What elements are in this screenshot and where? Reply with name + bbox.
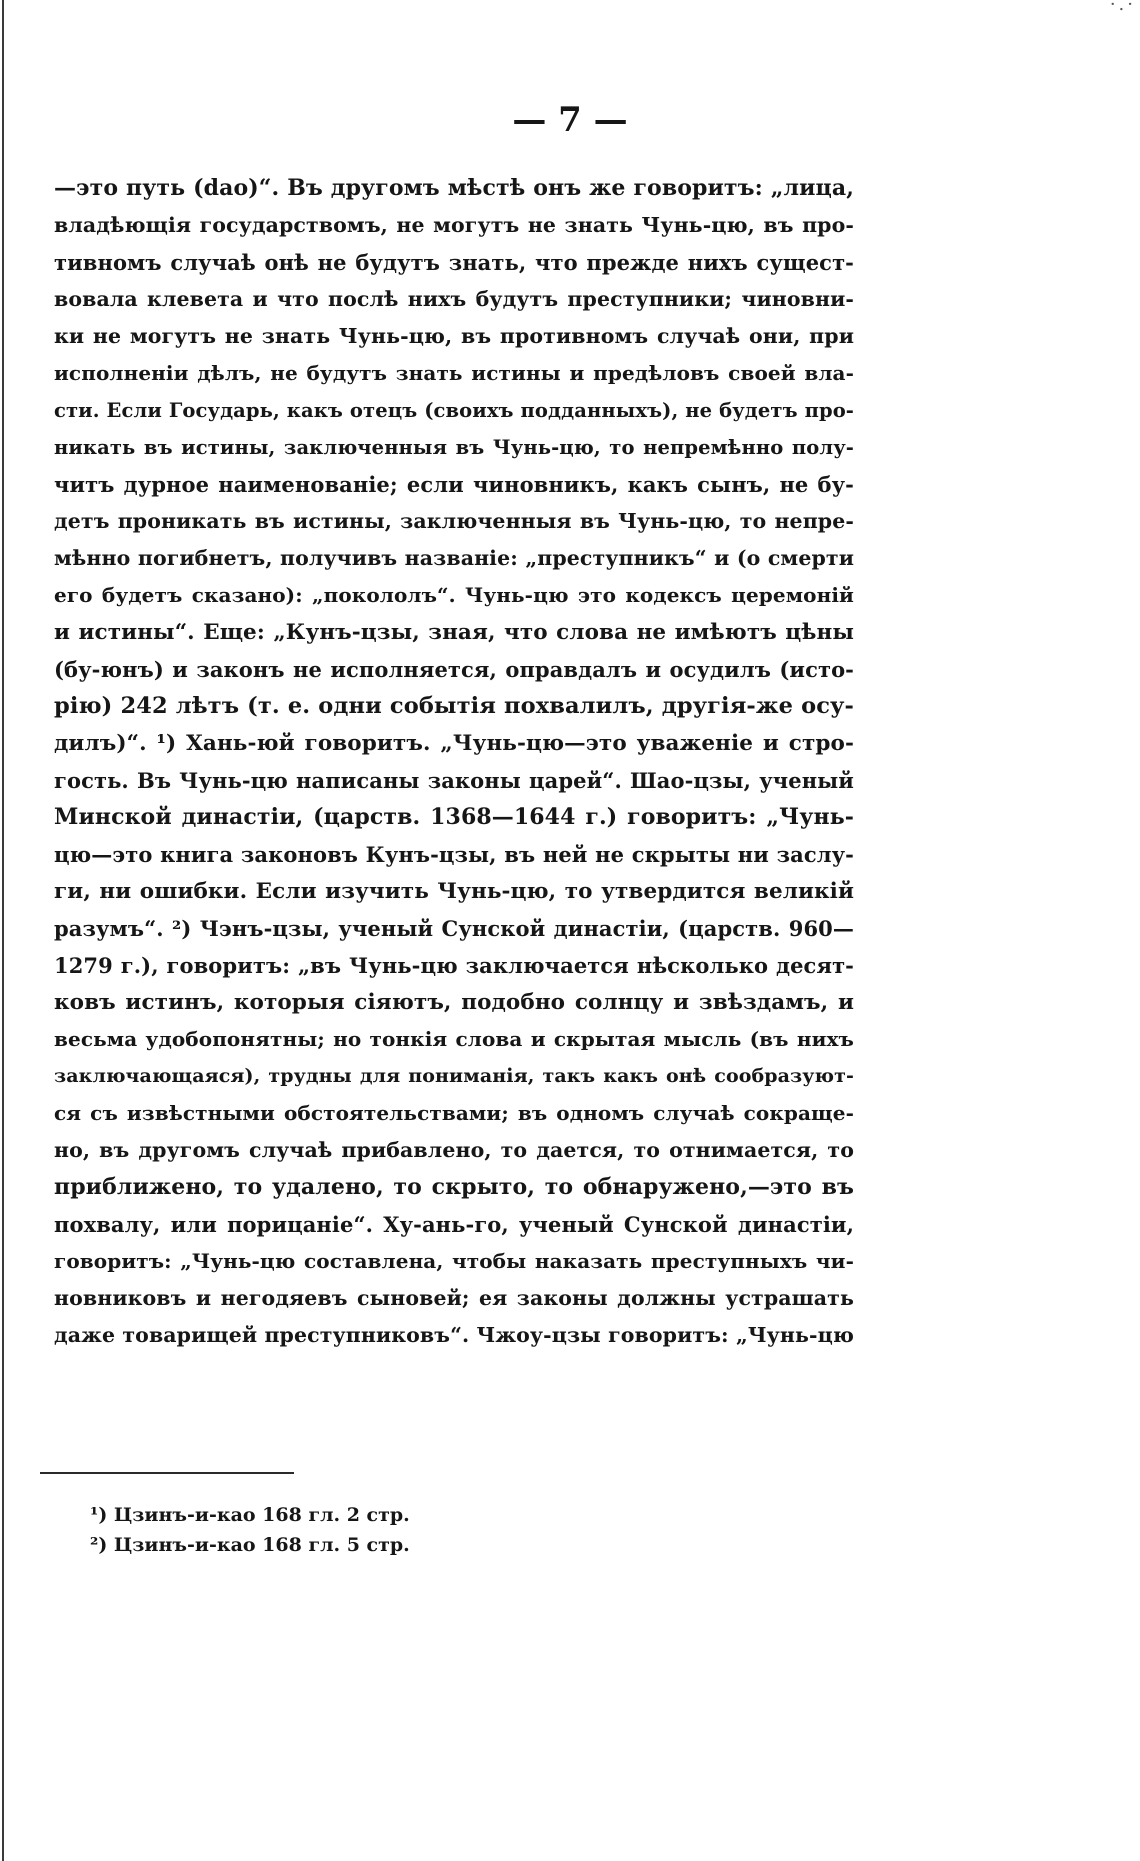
footnote-1: ¹) Цзинъ-и-као 168 гл. 2 стр. [90, 1504, 410, 1526]
text-line: исполненіи дѣлъ, не будутъ знать истины и предѣловъ своей вла- [54, 361, 854, 385]
text-line: заключающаяся), трудны для пониманія, такъ какъ онѣ сообразуют- [54, 1065, 854, 1087]
text-line: ся съ извѣстными обстоятельствами; въ одномъ случаѣ сокраще- [54, 1101, 854, 1125]
footnote-2: ²) Цзинъ-и-као 168 гл. 5 стр. [90, 1534, 410, 1556]
text-line: приближено, то удалено, то скрыто, то обнаружено,—это въ [54, 1174, 854, 1200]
footnote-separator [40, 1472, 294, 1474]
text-line: ки не могутъ не знать Чунь-цю, въ противномъ случаѣ они, при [54, 324, 854, 348]
text-line: говоритъ: „Чунь-цю составлена, чтобы наказать преступныхъ чи- [54, 1249, 854, 1273]
text-line: разумъ“. ²) Чэнъ-цзы, ученый Сунской династіи, (царств. 960— [54, 916, 854, 941]
text-line: ги, ни ошибки. Если изучить Чунь-цю, то утвердится великій [54, 879, 854, 904]
text-line: весьма удобопонятны; но тонкія слова и скрытая мысль (въ нихъ [54, 1027, 854, 1051]
text-line: и истины“. Еще: „Кунъ-цзы, зная, что слова не имѣютъ цѣны [54, 620, 854, 645]
text-line: тивномъ случаѣ онѣ не будутъ знать, что прежде нихъ сущест- [54, 250, 854, 275]
text-line: новниковъ и негодяевъ сыновей; ея законы должны устрашать [54, 1286, 854, 1310]
text-line: вовала клевета и что послѣ нихъ будутъ преступники; чиновни- [54, 287, 854, 311]
text-line: читъ дурное наименованіе; если чиновникъ, какъ сынъ, не бу- [54, 472, 854, 497]
text-line: цю—это книга законовъ Кунъ-цзы, въ ней не скрыты ни заслу- [54, 842, 854, 867]
text-line: но, въ другомъ случаѣ прибавлено, то дается, то отнимается, то [54, 1138, 854, 1162]
footnotes [90, 1500, 690, 1560]
text-line: 1279 г.), говоритъ: „въ Чунь-цю заключается нѣсколько десят- [54, 953, 854, 978]
text-line: сти. Если Государь, какъ отецъ (своихъ подданныхъ), не будетъ про- [54, 399, 854, 422]
text-line: (бу-юнъ) и законъ не исполняется, оправдалъ и осудилъ (исто- [54, 657, 854, 682]
scan-corner-specks: ·.· [1109, 0, 1136, 15]
text-line: мѣнно погибнетъ, получивъ названіе: „преступникъ“ и (о смерти [54, 546, 854, 570]
page-number: — 7 — [512, 100, 628, 140]
text-line: дилъ)“. ¹) Хань-юй говоритъ. „Чунь-цю—это уваженіе и стро- [54, 731, 854, 756]
text-line: никать въ истины, заключенныя въ Чунь-цю, то непремѣнно полу- [54, 436, 854, 459]
text-line: ковъ истинъ, которыя сіяютъ, подобно солнцу и звѣздамъ, и [54, 990, 854, 1015]
text-line: владѣющія государствомъ, не могутъ не знать Чунь-цю, въ про- [54, 213, 854, 237]
text-line: —это путь (dao)“. Въ другомъ мѣстѣ онъ же говоритъ: „лица, [54, 175, 854, 201]
text-line: детъ проникать въ истины, заключенныя въ Чунь-цю, то непре- [54, 509, 854, 533]
scan-edge-line [2, 0, 4, 1861]
text-line: даже товарищей преступниковъ“. Чжоу-цзы говоритъ: „Чунь-цю [54, 1323, 854, 1347]
text-line: рію) 242 лѣтъ (т. е. одни событія похвалилъ, другія-же осу- [54, 693, 854, 719]
text-line: гость. Въ Чунь-цю написаны законы царей“. Шао-цзы, ученый [54, 768, 854, 793]
text-line: похвалу, или порицаніе“. Ху-ань-го, ученый Сунской династіи, [54, 1212, 854, 1237]
text-line: его будетъ сказано): „покололъ“. Чунь-цю это кодексъ церемоній [54, 583, 854, 607]
main-text [54, 170, 854, 1354]
text-line: Минской династіи, (царств. 1368—1644 г.) говоритъ: „Чунь- [54, 804, 854, 830]
